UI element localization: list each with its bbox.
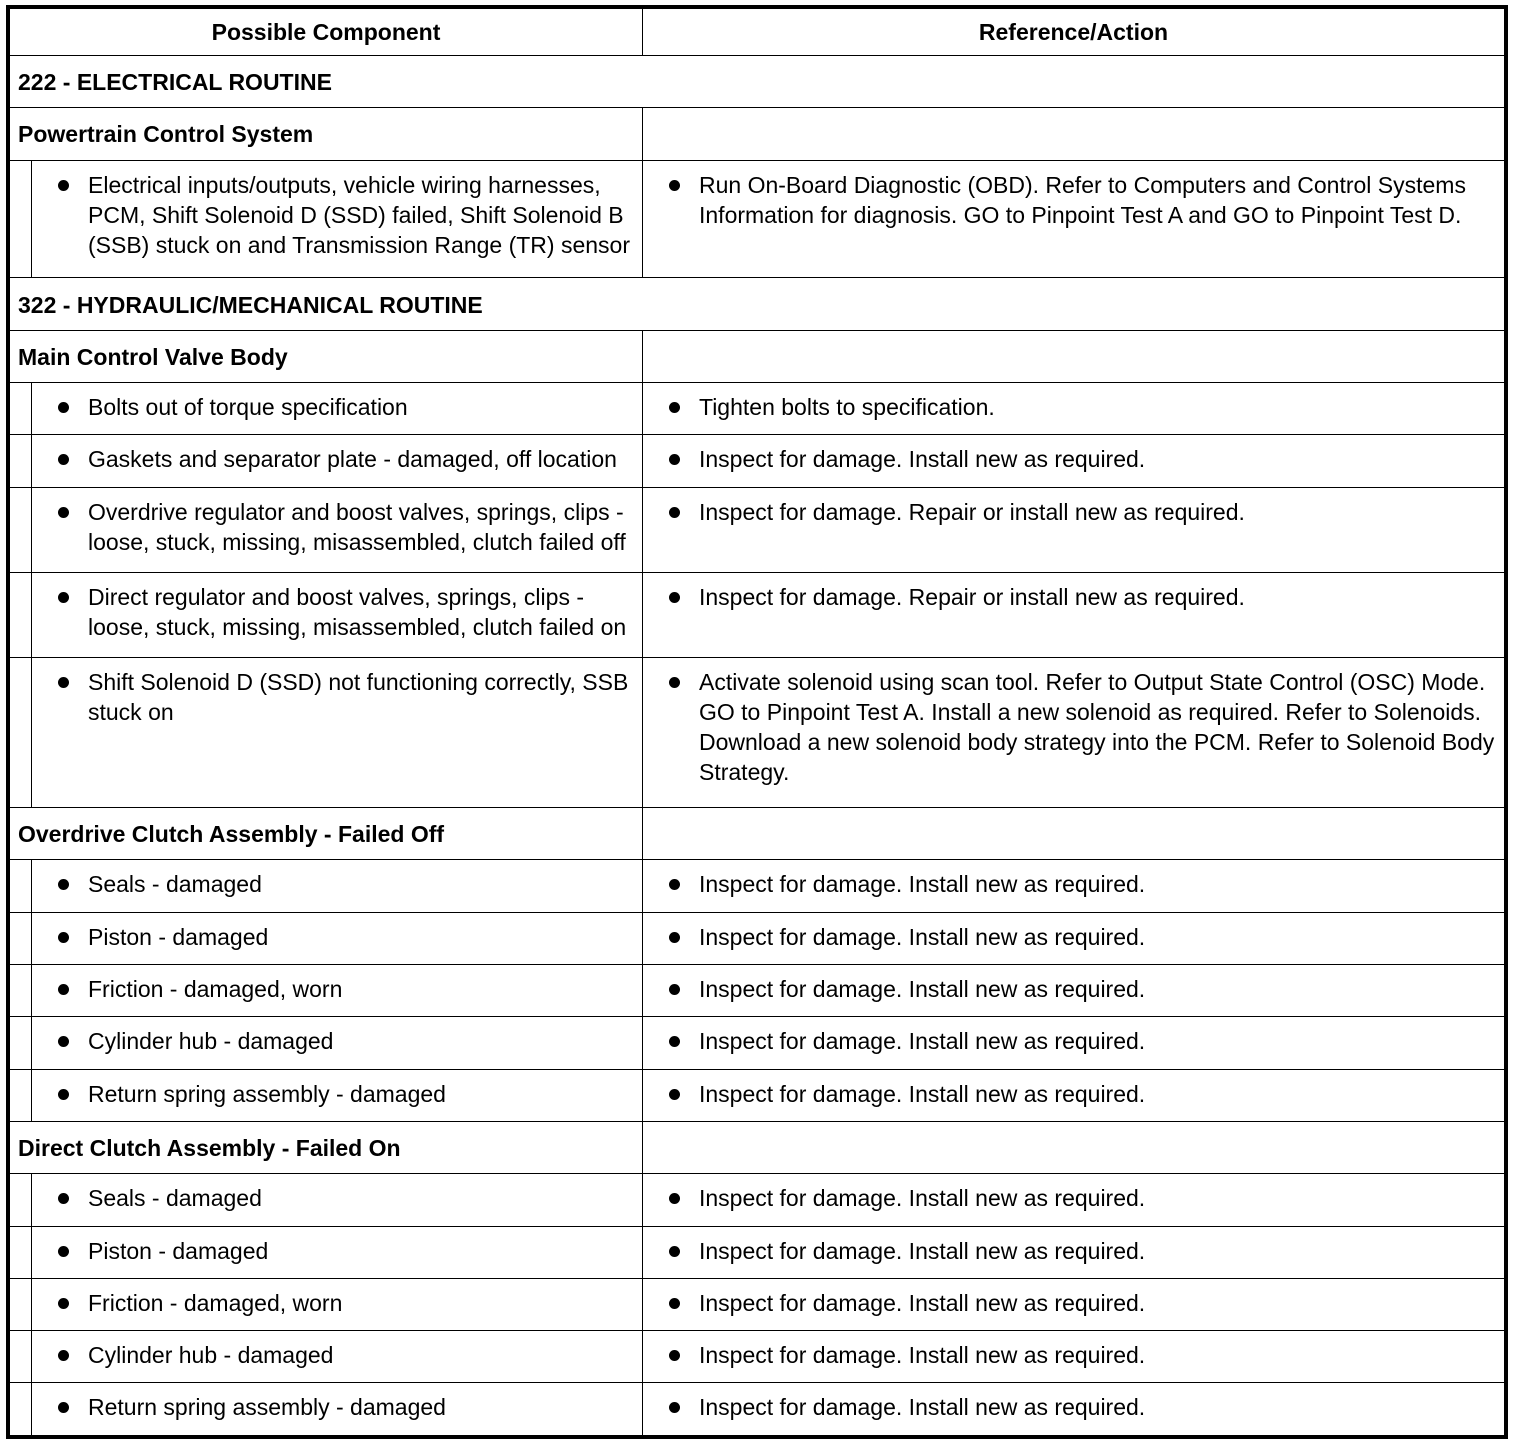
table-row: [10, 487, 1505, 572]
component-cell: [32, 1278, 643, 1330]
group-title: Direct Clutch Assembly - Failed On: [10, 1121, 643, 1173]
component-text: Gaskets and separator plate - damaged, off location: [40, 444, 634, 474]
component-cell: [32, 1331, 643, 1383]
component-cell: [32, 1383, 643, 1436]
section-title: 322 - HYDRAULIC/MECHANICAL ROUTINE: [10, 278, 1505, 330]
action-cell: [643, 572, 1505, 657]
table-row: [10, 1226, 1505, 1278]
component-cell: [32, 382, 643, 434]
component-cell: [32, 1017, 643, 1069]
action-cell: [643, 1278, 1505, 1330]
component-text: Shift Solenoid D (SSD) not functioning correctly, SSB stuck on: [40, 667, 634, 727]
action-text: Inspect for damage. Install new as required.: [651, 869, 1496, 899]
action-text: Activate solenoid using scan tool. Refer to Output State Control (OSC) Mode. GO to Pinpoint Test A. Install a new solenoid as required. Refer to Solenoids. Download a new solenoid body strategy into the PCM. Refer to Solenoid Body Strategy.: [651, 667, 1496, 787]
group-action-empty: [643, 330, 1505, 382]
component-cell: [32, 1226, 643, 1278]
component-text: Electrical inputs/outputs, vehicle wiring harnesses, PCM, Shift Solenoid D (SSD) failed, Shift Solenoid B (SSB) stuck on and Transmission Range (TR) sensor: [40, 170, 634, 260]
action-cell: [643, 912, 1505, 964]
action-text: Inspect for damage. Install new as required.: [651, 1288, 1496, 1318]
component-text: Piston - damaged: [40, 1236, 634, 1266]
indent-cell: [10, 487, 32, 572]
action-text: Inspect for damage. Install new as required.: [651, 1392, 1496, 1422]
group-row: [10, 1121, 1505, 1173]
indent-cell: [10, 657, 32, 807]
indent-cell: [10, 1017, 32, 1069]
action-cell: [643, 382, 1505, 434]
action-cell: [643, 964, 1505, 1016]
action-cell: [643, 1383, 1505, 1436]
component-cell: [32, 964, 643, 1016]
action-text: Inspect for damage. Install new as required.: [651, 444, 1496, 474]
action-text: Tighten bolts to specification.: [651, 392, 1496, 422]
component-text: Cylinder hub - damaged: [40, 1340, 634, 1370]
action-text: Inspect for damage. Install new as required.: [651, 1079, 1496, 1109]
action-cell: [643, 435, 1505, 487]
indent-cell: [10, 912, 32, 964]
component-cell: [32, 1069, 643, 1121]
group-action-empty: [643, 108, 1505, 160]
indent-cell: [10, 435, 32, 487]
table-row: [10, 1331, 1505, 1383]
group-action-empty: [643, 808, 1505, 860]
table-header-row: [10, 9, 1505, 56]
action-cell: [643, 1069, 1505, 1121]
component-text: Bolts out of torque specification: [40, 392, 634, 422]
table-row: [10, 860, 1505, 912]
table-row: [10, 160, 1505, 278]
header-possible-component: Possible Component: [10, 9, 643, 56]
indent-cell: [10, 382, 32, 434]
group-title: Overdrive Clutch Assembly - Failed Off: [10, 808, 643, 860]
section-row: [10, 278, 1505, 330]
component-text: Overdrive regulator and boost valves, springs, clips - loose, stuck, missing, misassembled, clutch failed off: [40, 497, 634, 557]
table-row: [10, 1278, 1505, 1330]
table-row: [10, 964, 1505, 1016]
group-title: Powertrain Control System: [10, 108, 643, 160]
component-text: Return spring assembly - damaged: [40, 1079, 634, 1109]
indent-cell: [10, 572, 32, 657]
action-text: Inspect for damage. Install new as required.: [651, 1183, 1496, 1213]
section-row: [10, 56, 1505, 108]
action-cell: [643, 1331, 1505, 1383]
table-body: [10, 56, 1505, 1436]
action-cell: [643, 657, 1505, 807]
component-cell: [32, 657, 643, 807]
indent-cell: [10, 1383, 32, 1436]
table-row: [10, 1174, 1505, 1226]
indent-cell: [10, 1069, 32, 1121]
indent-cell: [10, 860, 32, 912]
action-cell: [643, 1226, 1505, 1278]
table-row: [10, 572, 1505, 657]
component-cell: [32, 435, 643, 487]
component-text: Friction - damaged, worn: [40, 1288, 634, 1318]
component-cell: [32, 860, 643, 912]
component-text: Piston - damaged: [40, 922, 634, 952]
action-text: Inspect for damage. Repair or install new as required.: [651, 582, 1496, 612]
action-text: Inspect for damage. Repair or install new as required.: [651, 497, 1496, 527]
action-text: Run On-Board Diagnostic (OBD). Refer to Computers and Control Systems Information for diagnosis. GO to Pinpoint Test A and GO to Pinpoint Test D.: [651, 170, 1496, 230]
action-cell: [643, 160, 1505, 278]
indent-cell: [10, 1331, 32, 1383]
component-text: Direct regulator and boost valves, springs, clips - loose, stuck, missing, misassembled, clutch failed on: [40, 582, 634, 642]
component-text: Seals - damaged: [40, 1183, 634, 1213]
group-row: [10, 108, 1505, 160]
action-text: Inspect for damage. Install new as required.: [651, 922, 1496, 952]
table-row: [10, 382, 1505, 434]
action-text: Inspect for damage. Install new as required.: [651, 1236, 1496, 1266]
action-text: Inspect for damage. Install new as required.: [651, 1340, 1496, 1370]
indent-cell: [10, 1174, 32, 1226]
indent-cell: [10, 160, 32, 278]
component-cell: [32, 487, 643, 572]
indent-cell: [10, 964, 32, 1016]
table-row: [10, 912, 1505, 964]
group-row: [10, 808, 1505, 860]
table-row: [10, 657, 1505, 807]
group-row: [10, 330, 1505, 382]
indent-cell: [10, 1226, 32, 1278]
component-cell: [32, 160, 643, 278]
header-reference-action: Reference/Action: [643, 9, 1505, 56]
table-row: [10, 1017, 1505, 1069]
table-row: [10, 435, 1505, 487]
group-action-empty: [643, 1121, 1505, 1173]
component-cell: [32, 1174, 643, 1226]
group-title: Main Control Valve Body: [10, 330, 643, 382]
table-row: [10, 1069, 1505, 1121]
component-text: Seals - damaged: [40, 869, 634, 899]
action-cell: [643, 860, 1505, 912]
section-title: 222 - ELECTRICAL ROUTINE: [10, 56, 1505, 108]
diagnostic-table: [9, 8, 1505, 1436]
indent-cell: [10, 1278, 32, 1330]
table-row: [10, 1383, 1505, 1436]
action-cell: [643, 1174, 1505, 1226]
component-text: Return spring assembly - damaged: [40, 1392, 634, 1422]
action-text: Inspect for damage. Install new as required.: [651, 974, 1496, 1004]
component-cell: [32, 912, 643, 964]
action-cell: [643, 487, 1505, 572]
component-cell: [32, 572, 643, 657]
diagnostic-table-frame: [6, 5, 1508, 1439]
action-text: Inspect for damage. Install new as required.: [651, 1026, 1496, 1056]
action-cell: [643, 1017, 1505, 1069]
component-text: Friction - damaged, worn: [40, 974, 634, 1004]
component-text: Cylinder hub - damaged: [40, 1026, 634, 1056]
